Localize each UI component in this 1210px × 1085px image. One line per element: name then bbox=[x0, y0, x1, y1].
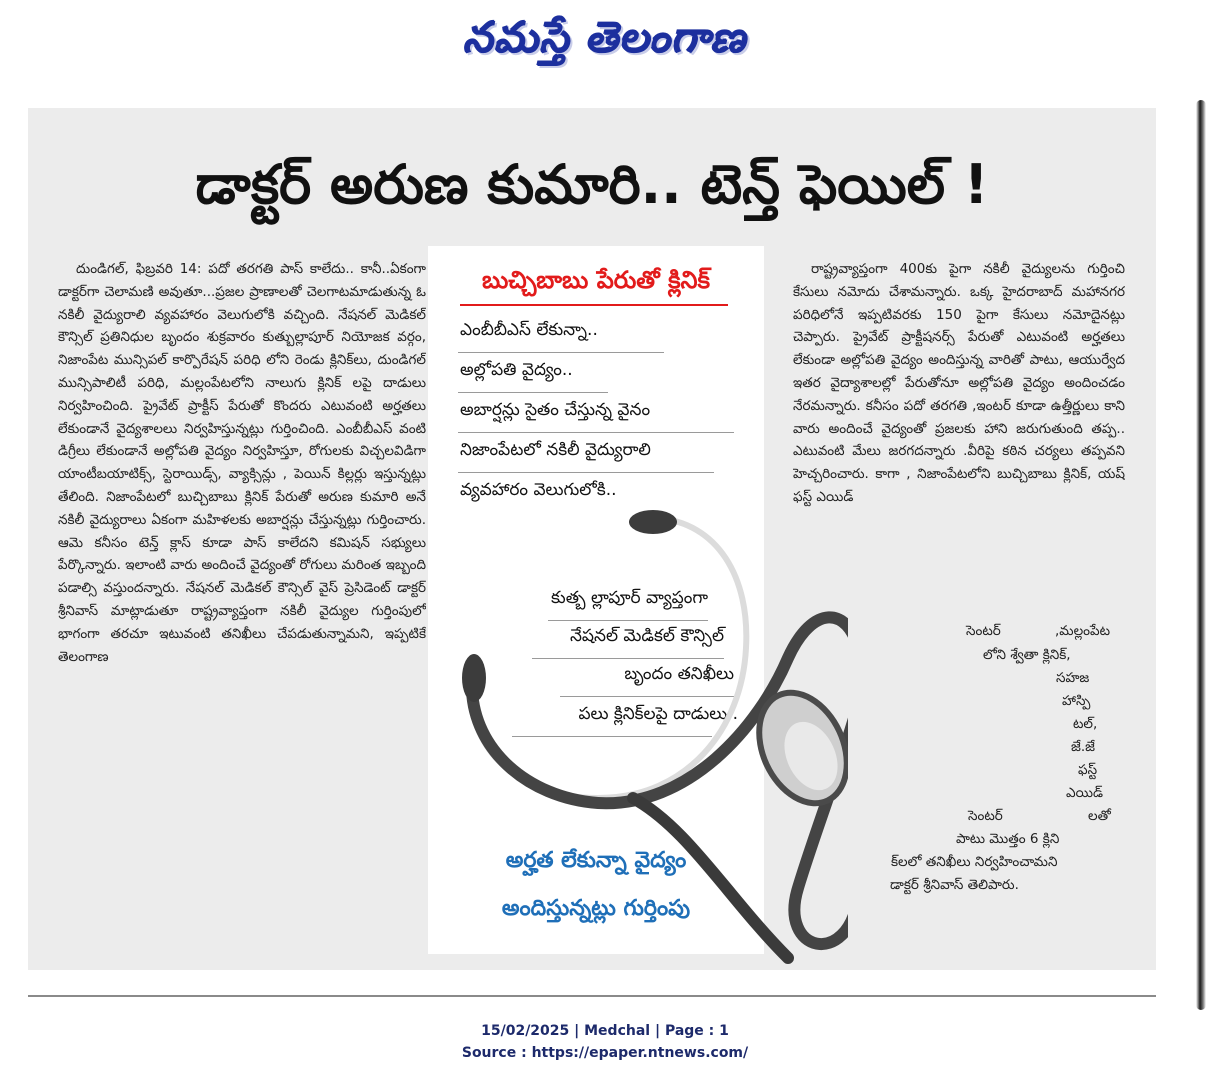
masthead-logo: నమస్తే తెలంగాణ bbox=[463, 13, 747, 62]
stethoscope-illustration bbox=[428, 498, 848, 970]
bottom-divider bbox=[28, 995, 1156, 997]
highlight-line: అందిస్తున్నట్లు గుర్తింపు bbox=[501, 896, 691, 921]
sidebar-point: వ్యవహారం వెలుగులోకి.. bbox=[460, 480, 617, 500]
footer-date-line: 15/02/2025 | Medchal | Page : 1 bbox=[481, 1023, 729, 1039]
point-divider bbox=[458, 392, 608, 393]
sidebar-point: అల్లోపతి వైద్యం.. bbox=[460, 360, 573, 380]
right-tail-line: లతో bbox=[1088, 808, 1111, 824]
footer-source-line: Source : https://epaper.ntnews.com/ bbox=[461, 1045, 749, 1061]
right-tail-line: పాటు మొత్తం 6 క్లిని bbox=[956, 831, 1060, 847]
right-tail-line: టల్, bbox=[1073, 716, 1098, 732]
right-tail-line: ఎయిడ్ bbox=[1066, 785, 1103, 801]
right-tail-line: ,మల్లంపేట bbox=[1055, 623, 1111, 639]
tube-light bbox=[472, 518, 747, 798]
highlight-line: అర్హత లేకున్నా వైద్యం bbox=[505, 848, 687, 873]
right-tail-line: సెంటర్ bbox=[966, 623, 1001, 639]
article-right-column: రాష్ట్రవ్యాప్తంగా 400కు పైగా నకిలీ వైద్యులను గుర్తించి కేసులు నమోదు చేశామన్నారు. ఒక్క హైదరాబాద్ మహానగర పరిధిలోనే ఇప్పటివరకు 150 పైగా కేసులు నమోదైనట్లు చెప్పారు. ప్రైవేట్ ప్రాక్టీషనర్స్ పేరుతో ఎటువంటి అర్హతలు లేకుండా అల్లోపతి వైద్యం అందిస్తున్న వారితో పాటు, ఆయుర్వేద ఇతర వైద్యాశాలల్లో పేరుతోనూ అల్లోపతి వైద్యం అందించడం నేరమన్నారు. కనీసం పదో తరగతి ,ఇంటర్ కూడా ఉత్తీర్ణులు కాని వారు అందించే వైద్యంతో ప్రజలకు హాని జరుగుతుంది తప్ప.. ఎటువంటి మేలు జరగదన్నారు .వీరిపై కఠిన చర్యలు తప్పవని హెచ్చరించారు. కాగా , నిజాంపేటలోని బుచ్చిబాబు క్లినిక్, యష్ ఫస్ట్ ఎయిడ్ bbox=[793, 261, 1125, 505]
right-tail-line: లోని శ్వేతా క్లినిక్, bbox=[983, 647, 1071, 663]
right-tail-line: క్‌లలో తనిఖీలు నిర్వహించామని bbox=[891, 854, 1058, 870]
article-left-column: దుండిగల్, ఫిబ్రవరి 14: పదో తరగతి పాస్ కాలేదు.. కానీ..ఏకంగా డాక్టర్‌గా చెలామణి అవుతూ...ప్రజల ప్రాణాలతో చెలగాటమాడుతున్న ఓ నకిలీ వైద్యురాలి వ్యవహారం వెలుగులోకి వచ్చింది. నేషనల్ మెడికల్ కౌన్సిల్ ప్రతినిధుల బృందం శుక్రవారం కుత్బుల్లాపూర్ నియోజక వర్గం, నిజాంపేట మున్సిపల్ కార్పొరేషన్ పరిధి లోని రెండు క్లినిక్‌లు, దుండిగల్ మున్సిపాలిటీ పరిధి, మల్లంపేటలోని నాలుగు క్లినిక్ లపై దాడులు నిర్వహించింది. ప్రైవేట్ ప్రాక్టీస్ పేరుతో కొందరు ఎటువంటి అర్హతలు లేకుండానే వైద్యశాలలు నిర్వహిస్తున్నట్లు గుర్తించింది. ఎంబీబీఎస్ వంటి డిగ్రీలు లేకుండానే అల్లోపతి వైద్యం నిర్వహిస్తూ, రోగులకు విచ్చలవిడిగా యాంటీబయాటిక్స్, స్టెరాయిడ్స్, వ్యాక్సిన్లు , పెయిన్ కిల్లర్లు ఇస్తున్నట్లు తేలింది. నిజాంపేటలో బుచ్చిబాబు క్లినిక్ పేరుతో అరుణ కుమారి అనే నకిలీ వైద్యురాలు ఏకంగా మహిళలకు అబార్షన్లు చేస్తున్నట్లు గుర్తించారు. ఆమె కనీసం టెన్త్ క్లాస్ కూడా పాస్ కాలేదని కమిషన్ సభ్యులు పేర్కొన్నారు. ఇలాంటి వారు అందించే వైద్యంతో రోగులు మరింత ఇబ్బంది పడాల్సి వస్తుందన్నారు. నేషనల్ మెడికల్ కౌన్సిల్ వైస్ ప్రెసిడెంట్ డాక్టర్ శ్రీనివాస్ మాట్లాడుతూ రాష్ట్రవ్యాప్తంగా నకిలీ వైద్యుల గుర్తింపులో భాగంగా తరచూ ఇటువంటి తనిఖీలు చేపడుతున్నామని, ఇప్పటికే తెలంగాణ bbox=[58, 261, 426, 665]
ear-tip bbox=[462, 654, 486, 702]
sidebar-point: అబార్షన్లు సైతం చేస్తున్న వైనం bbox=[460, 400, 651, 420]
point-divider bbox=[458, 432, 734, 433]
right-tail-line: డాక్టర్ శ్రీనివాస్ తెలిపారు. bbox=[890, 877, 1019, 893]
sidebar-callout: కుత్బ ల్లాపూర్ వ్యాప్తంగా bbox=[550, 588, 708, 608]
right-tail-line: జే.జే bbox=[1071, 739, 1096, 755]
page-edge-shadow bbox=[1196, 100, 1206, 1010]
sidebar-callout: పలు క్లినిక్‌లపై దాడులు.. bbox=[578, 704, 738, 724]
article-panel bbox=[28, 108, 1156, 970]
ear-tip bbox=[629, 510, 677, 534]
sidebar-subhead: బుచ్చిబాబు పేరుతో క్లినిక్ bbox=[482, 266, 710, 294]
right-tail-line: ఫస్ట్ bbox=[1078, 762, 1098, 778]
point-divider bbox=[458, 472, 714, 473]
sidebar-callout: నేషనల్ మెడికల్ కౌన్సిల్ bbox=[569, 626, 724, 646]
sidebar-point: నిజాంపేటలో నకిలీ వైద్యురాలి bbox=[460, 440, 651, 460]
sidebar-callout: బృందం తనిఖీలు bbox=[624, 664, 734, 684]
right-tail-line: సెంటర్ bbox=[968, 808, 1003, 824]
article-headline: డాక్టర్ అరుణ కుమారి.. టెన్త్ ఫెయిల్ ! bbox=[195, 153, 989, 216]
right-tail-line: హాస్పి bbox=[1062, 693, 1091, 709]
sidebar-point: ఎంబీబీఎస్ లేకున్నా.. bbox=[460, 320, 598, 340]
right-tail-line: సహజ bbox=[1056, 670, 1090, 686]
subhead-underline bbox=[460, 304, 728, 306]
tube-dark bbox=[633, 798, 788, 958]
point-divider bbox=[458, 352, 664, 353]
